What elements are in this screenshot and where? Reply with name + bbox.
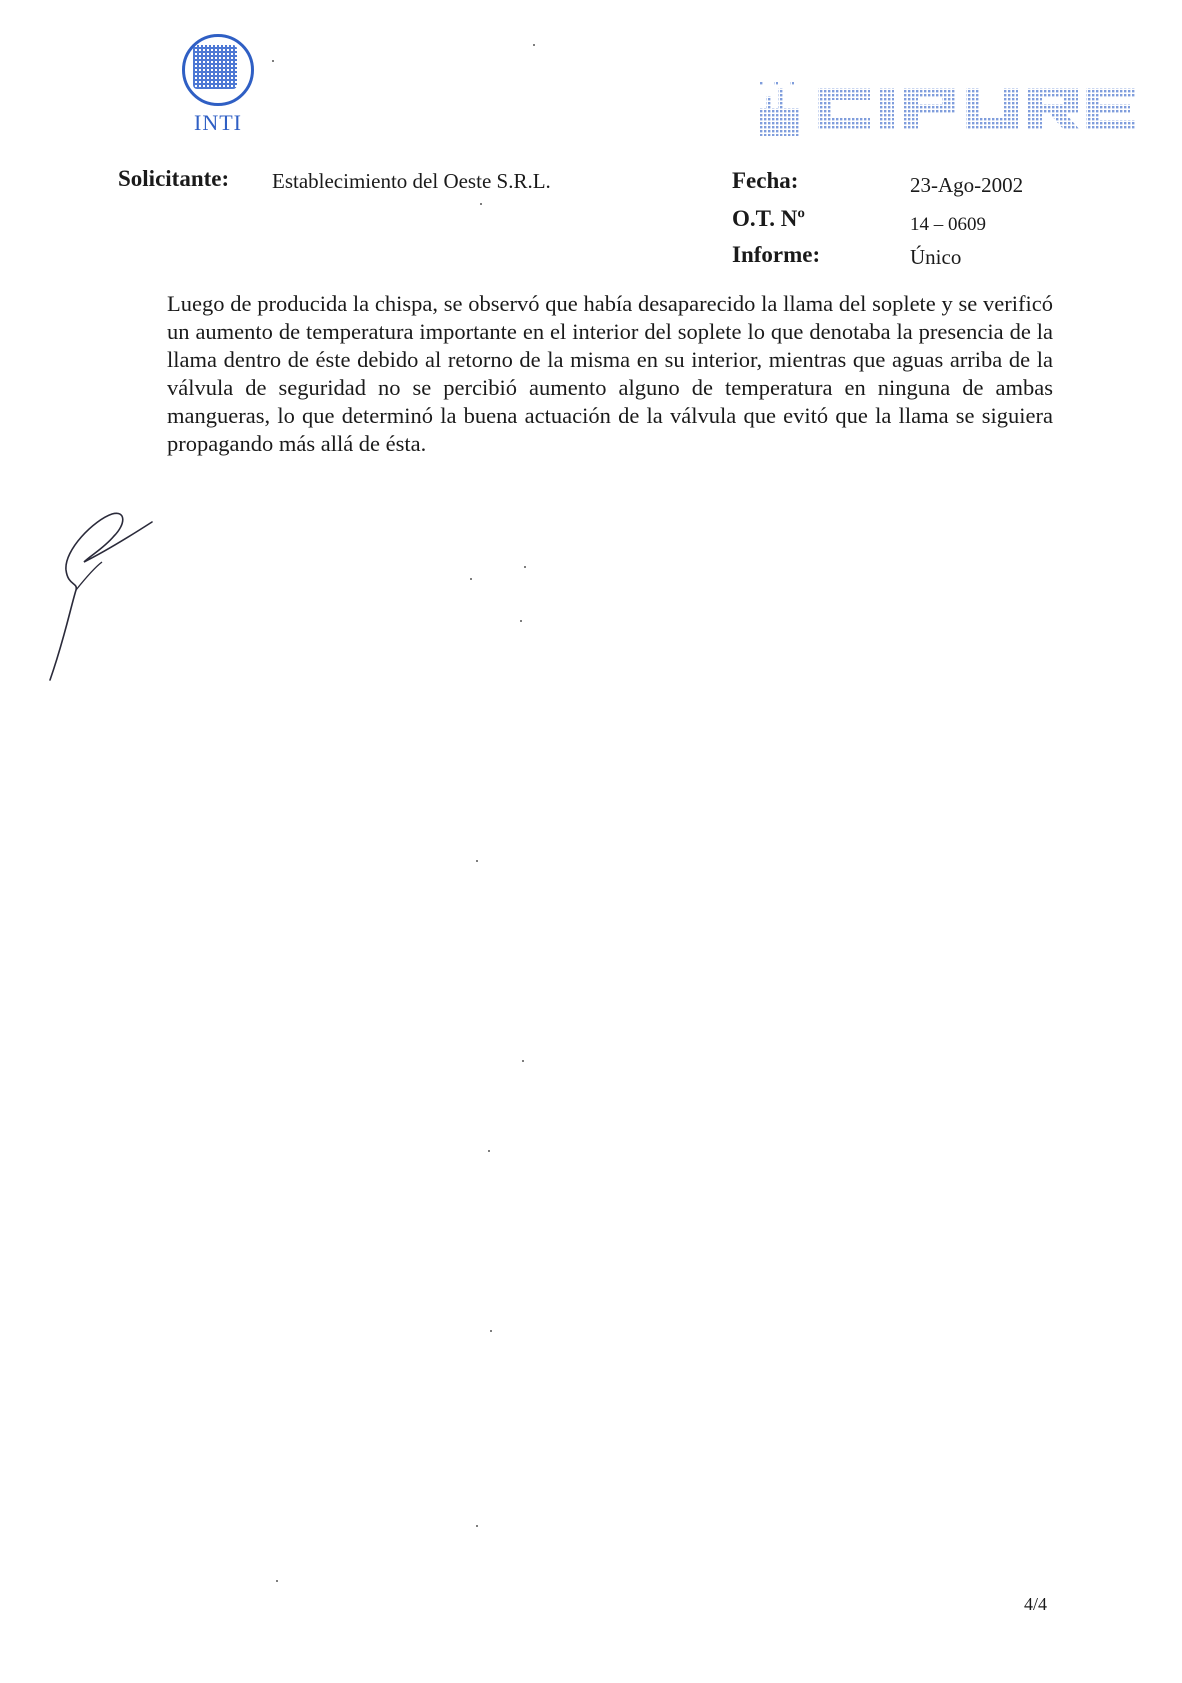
ot-label: O.T. Nº xyxy=(732,206,805,231)
ot-value: 14 – 0609 xyxy=(910,214,986,235)
inti-logo-text: INTI xyxy=(194,110,242,135)
ot-label-wrap xyxy=(732,206,805,232)
scan-speck xyxy=(470,578,472,580)
fecha-label: Fecha: xyxy=(732,168,799,193)
scan-speck xyxy=(522,1060,524,1062)
signature-image xyxy=(44,510,164,685)
scan-speck xyxy=(533,44,535,46)
page-number: 4/4 xyxy=(1024,1594,1048,1614)
scan-speck xyxy=(488,1150,490,1152)
fecha-value: 23-Ago-2002 xyxy=(910,173,1024,197)
inti-logo-grid-icon xyxy=(193,45,237,89)
informe-value-wrap xyxy=(910,244,961,270)
scan-speck xyxy=(476,1525,478,1527)
scan-speck xyxy=(490,1330,492,1332)
scan-speck xyxy=(276,1580,278,1582)
informe-label: Informe: xyxy=(732,242,821,267)
scan-speck xyxy=(520,620,522,622)
informe-label-wrap xyxy=(732,242,820,268)
cipure-logo-graphic xyxy=(760,78,1136,140)
solicitante-value-wrap xyxy=(272,168,551,194)
fecha-label-wrap xyxy=(732,168,798,194)
scan-speck xyxy=(476,860,478,862)
fecha-value-wrap xyxy=(910,172,1023,198)
inti-logo xyxy=(178,32,264,142)
scan-speck xyxy=(480,203,482,205)
scan-speck xyxy=(272,60,274,62)
solicitante-value: Establecimiento del Oeste S.R.L. xyxy=(272,169,551,193)
report-paragraph: Luego de producida la chispa, se observó que había desaparecido la llama del soplete y se verificó un aumento de temperatura importante en el interior del soplete lo que denotaba la presencia de la llama dentro de éste debido al retorno de la misma en su interior, mientras que aguas arriba de la válvula de seguridad no se percibió aumento alguno de temperatura en ninguna de ambas mangueras, lo que determinó la buena actuación de la válvula que evitó que la llama se siguiera propagando más allá de ésta. xyxy=(167,291,1053,456)
cipure-logo xyxy=(760,78,1136,140)
solicitante-row xyxy=(118,166,229,192)
informe-value: Único xyxy=(910,245,962,269)
solicitante-label: Solicitante: xyxy=(118,166,230,191)
scan-speck xyxy=(524,566,526,568)
ot-value-wrap xyxy=(910,210,986,236)
